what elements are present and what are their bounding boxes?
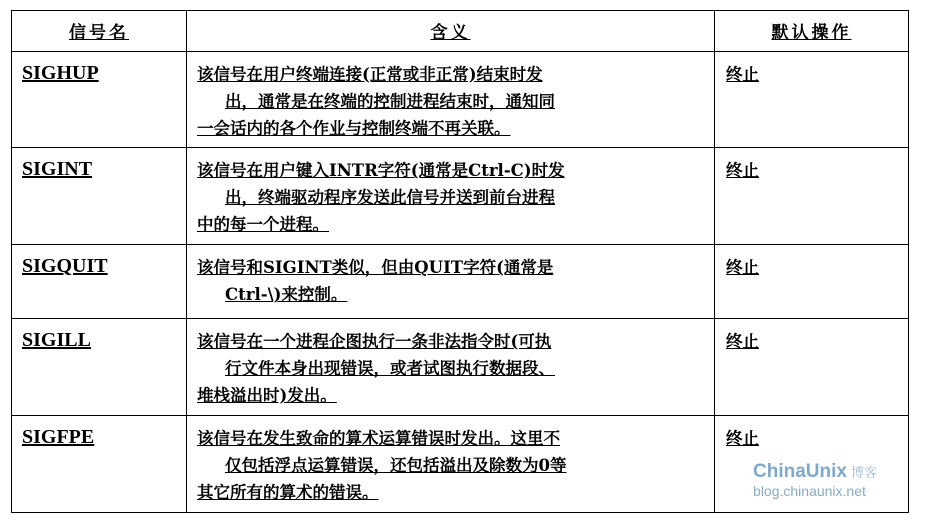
meaning-line: Ctrl-\)来控制。 (225, 285, 348, 305)
meaning-line: 该信号和SIGINT类似，但由QUIT字符(通常是 (197, 258, 554, 278)
signal-cell (12, 245, 187, 319)
action-cell (715, 51, 909, 148)
table-row (12, 51, 909, 148)
table-row (12, 319, 909, 416)
meaning-line: 该信号在一个进程企图执行一条非法指令时(可执 (197, 332, 552, 352)
signal-cell (12, 51, 187, 148)
default-action: 终止 (726, 429, 759, 449)
header-meaning: 含义 (187, 11, 715, 52)
meaning-line: 一会话内的各个作业与控制终端不再关联。 (197, 118, 511, 138)
default-action: 终止 (726, 64, 759, 84)
signal-table (11, 10, 909, 513)
action-cell (715, 319, 909, 416)
signal-cell (12, 416, 187, 513)
meaning-line: 中的每一个进程。 (197, 215, 329, 235)
meaning-line: 其它所有的算术的错误。 (197, 483, 379, 503)
table-header-row (12, 11, 909, 52)
meaning-line: 仅包括浮点运算错误，还包括溢出及除数为0等 (225, 456, 567, 476)
signal-name: SIGHUP (22, 61, 99, 84)
meaning-line: 该信号在发生致命的算术运算错误时发出。这里不 (197, 429, 560, 449)
signal-cell (12, 148, 187, 245)
meaning-line: 行文件本身出现错误，或者试图执行数据段、 (225, 359, 555, 379)
meaning-line: 出，终端驱动程序发送此信号并送到前台进程 (225, 188, 555, 208)
signal-name: SIGINT (22, 158, 93, 181)
action-cell (715, 245, 909, 319)
default-action: 终止 (726, 258, 759, 278)
meaning-line: 出，通常是在终端的控制进程结束时，通知同 (225, 91, 555, 111)
table-row (12, 245, 909, 319)
meaning-line: 堆栈溢出时)发出。 (197, 386, 337, 406)
header-signal-name: 信号名 (12, 11, 187, 52)
action-cell (715, 148, 909, 245)
meaning-cell (187, 245, 715, 319)
default-action: 终止 (726, 332, 759, 352)
watermark-url: blog.chinaunix.net (753, 483, 866, 499)
watermark-brand: ChinaUnix 博客 (753, 461, 877, 482)
default-action: 终止 (726, 161, 759, 181)
signal-cell (12, 319, 187, 416)
signal-name: SIGFPE (22, 426, 95, 449)
meaning-cell (187, 148, 715, 245)
meaning-cell (187, 51, 715, 148)
meaning-cell (187, 319, 715, 416)
meaning-cell (187, 416, 715, 513)
chinaunix-watermark (753, 461, 877, 499)
header-default-action: 默认操作 (715, 11, 909, 52)
signal-name: SIGQUIT (22, 255, 108, 278)
signal-name: SIGILL (22, 329, 91, 352)
meaning-line: 该信号在用户键入INTR字符(通常是Ctrl-C)时发 (197, 161, 565, 181)
meaning-line: 该信号在用户终端连接(正常或非正常)结束时发 (197, 64, 543, 84)
table-row (12, 148, 909, 245)
